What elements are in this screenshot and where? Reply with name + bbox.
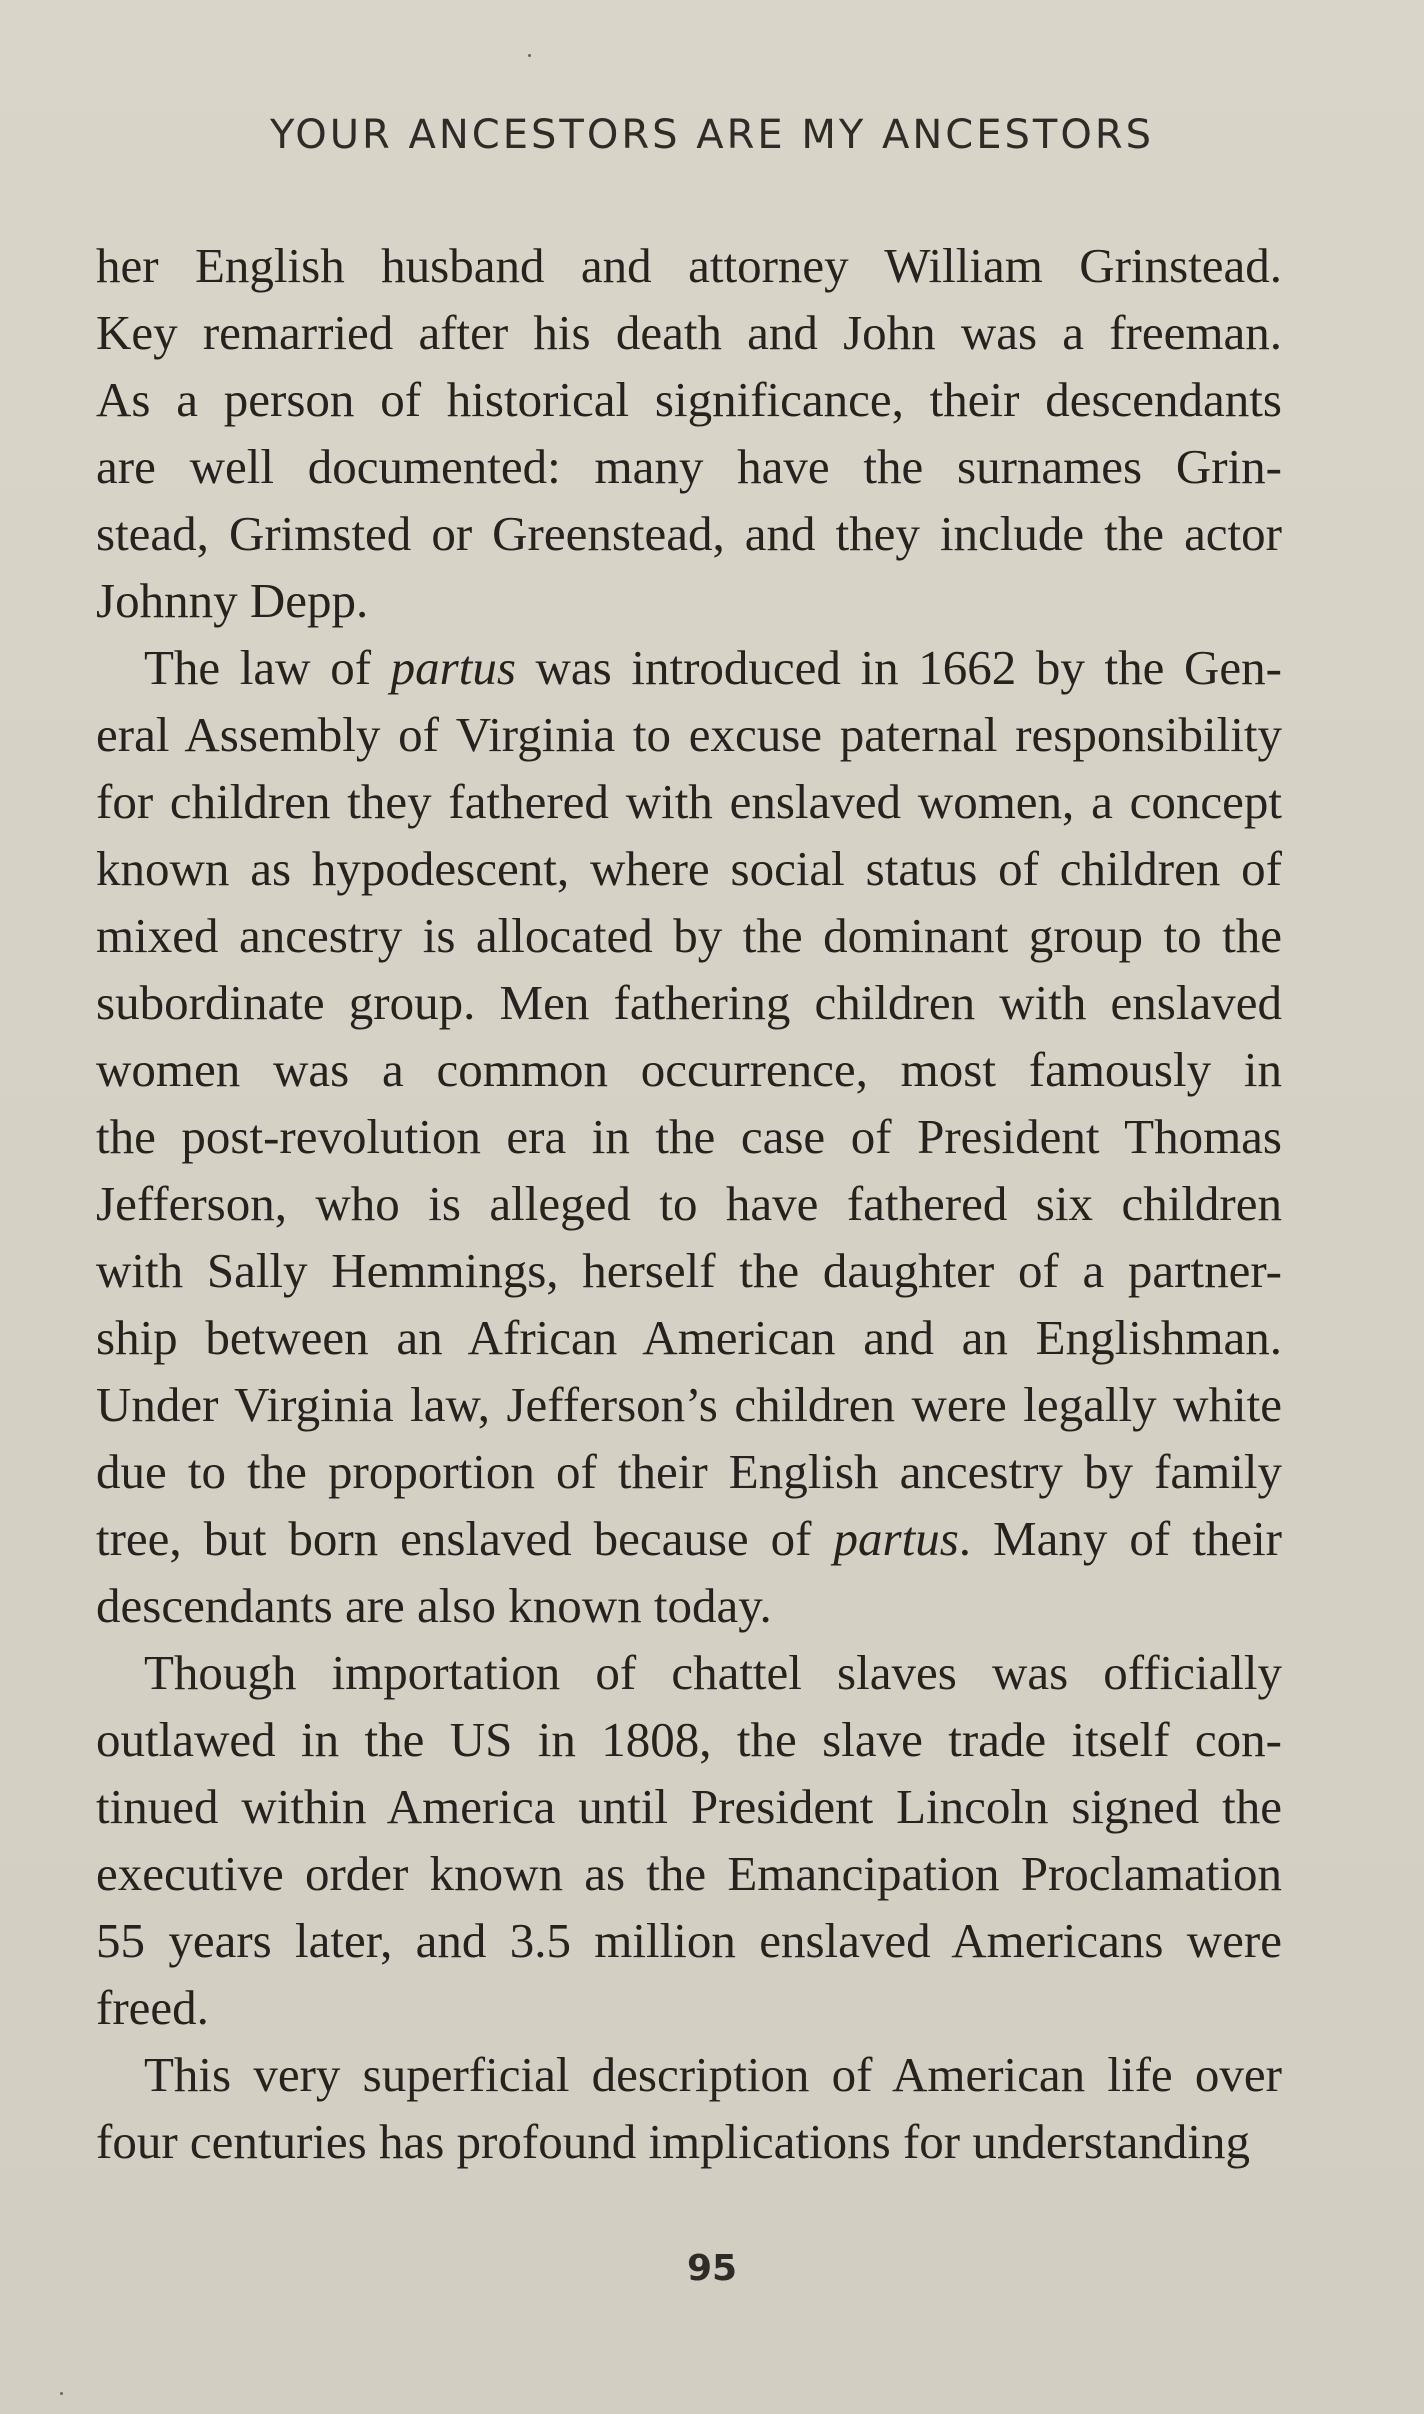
paper-speck bbox=[528, 54, 531, 57]
text-segment: known as hypodescent, where social status of children of bbox=[96, 841, 1282, 896]
text-segment: 55 years later, and 3.5 million enslaved Americans were bbox=[96, 1913, 1282, 1968]
text-segment: tree, but born enslaved because of bbox=[96, 1511, 834, 1566]
text-line bbox=[96, 1639, 1282, 1706]
text-line bbox=[96, 1572, 1282, 1639]
text-segment: the post-revolution era in the case of President Thomas bbox=[96, 1109, 1282, 1164]
text-line bbox=[96, 232, 1282, 299]
text-segment: ship between an African American and an Englishman. bbox=[96, 1310, 1282, 1365]
text-segment: outlawed in the US in 1808, the slave trade itself con- bbox=[96, 1712, 1282, 1767]
text-segment: eral Assembly of Virginia to excuse paternal responsibility bbox=[96, 707, 1282, 762]
text-line bbox=[96, 1371, 1282, 1438]
text-segment: with Sally Hemmings, herself the daughter of a partner- bbox=[96, 1243, 1282, 1298]
text-line bbox=[96, 969, 1282, 1036]
running-head: YOUR ANCESTORS ARE MY ANCESTORS bbox=[270, 112, 1154, 158]
italic-term: partus bbox=[833, 1511, 959, 1566]
italic-term: partus bbox=[390, 640, 516, 695]
text-line bbox=[96, 1237, 1282, 1304]
text-segment: for children they fathered with enslaved women, a concept bbox=[96, 774, 1282, 829]
text-line bbox=[96, 1907, 1282, 1974]
text-segment: tinued within America until President Lincoln signed the bbox=[96, 1779, 1282, 1834]
text-line bbox=[96, 366, 1282, 433]
text-line bbox=[96, 835, 1282, 902]
text-line bbox=[96, 1170, 1282, 1237]
text-segment: . Many of their bbox=[958, 1511, 1283, 1566]
paragraph bbox=[96, 2041, 1282, 2175]
page-number: 95 bbox=[686, 2248, 738, 2289]
text-segment: The law of bbox=[144, 640, 391, 695]
text-segment: due to the proportion of their English ancestry by family bbox=[96, 1444, 1282, 1499]
body-text bbox=[96, 232, 1282, 2175]
text-line bbox=[96, 1840, 1282, 1907]
text-line bbox=[96, 1706, 1282, 1773]
paragraph bbox=[96, 232, 1282, 634]
text-segment: freed. bbox=[96, 1980, 209, 2035]
text-segment: Johnny Depp. bbox=[96, 573, 369, 628]
text-line bbox=[96, 768, 1282, 835]
text-segment: This very superficial description of American life over bbox=[144, 2047, 1282, 2102]
text-line bbox=[96, 299, 1282, 366]
text-segment: her English husband and attorney William Grinstead. bbox=[96, 238, 1282, 293]
text-segment: subordinate group. Men fathering children with enslaved bbox=[96, 975, 1282, 1030]
text-line bbox=[96, 1773, 1282, 1840]
text-segment: are well documented: many have the surnames Grin- bbox=[96, 439, 1282, 494]
text-line bbox=[96, 902, 1282, 969]
text-segment: women was a common occurrence, most famously in bbox=[96, 1042, 1282, 1097]
text-segment: Jefferson, who is alleged to have fathered six children bbox=[96, 1176, 1282, 1231]
text-line bbox=[96, 1438, 1282, 1505]
text-segment: executive order known as the Emancipation Proclamation bbox=[96, 1846, 1282, 1901]
paragraph bbox=[96, 634, 1282, 1639]
text-segment: Under Virginia law, Jefferson’s children were legally white bbox=[96, 1377, 1282, 1432]
text-segment: descendants are also known today. bbox=[96, 1578, 772, 1633]
text-line bbox=[96, 701, 1282, 768]
text-line bbox=[96, 1036, 1282, 1103]
text-segment: Key remarried after his death and John was a freeman. bbox=[96, 305, 1282, 360]
text-segment: Though importation of chattel slaves was officially bbox=[144, 1645, 1282, 1700]
text-line bbox=[96, 500, 1282, 567]
text-line bbox=[96, 634, 1282, 701]
text-line bbox=[96, 2108, 1282, 2175]
text-line bbox=[96, 1103, 1282, 1170]
text-segment: was introduced in 1662 by the Gen- bbox=[515, 640, 1282, 695]
paper-speck bbox=[60, 2392, 63, 2395]
text-line bbox=[96, 1304, 1282, 1371]
text-line bbox=[96, 1505, 1282, 1572]
text-line bbox=[96, 433, 1282, 500]
text-segment: mixed ancestry is allocated by the dominant group to the bbox=[96, 908, 1282, 963]
text-segment: stead, Grimsted or Greenstead, and they include the actor bbox=[96, 506, 1282, 561]
text-line bbox=[96, 2041, 1282, 2108]
text-line bbox=[96, 567, 1282, 634]
text-line bbox=[96, 1974, 1282, 2041]
text-segment: four centuries has profound implications for understanding bbox=[96, 2114, 1250, 2169]
text-segment: As a person of historical significance, their descendants bbox=[96, 372, 1282, 427]
paragraph bbox=[96, 1639, 1282, 2041]
